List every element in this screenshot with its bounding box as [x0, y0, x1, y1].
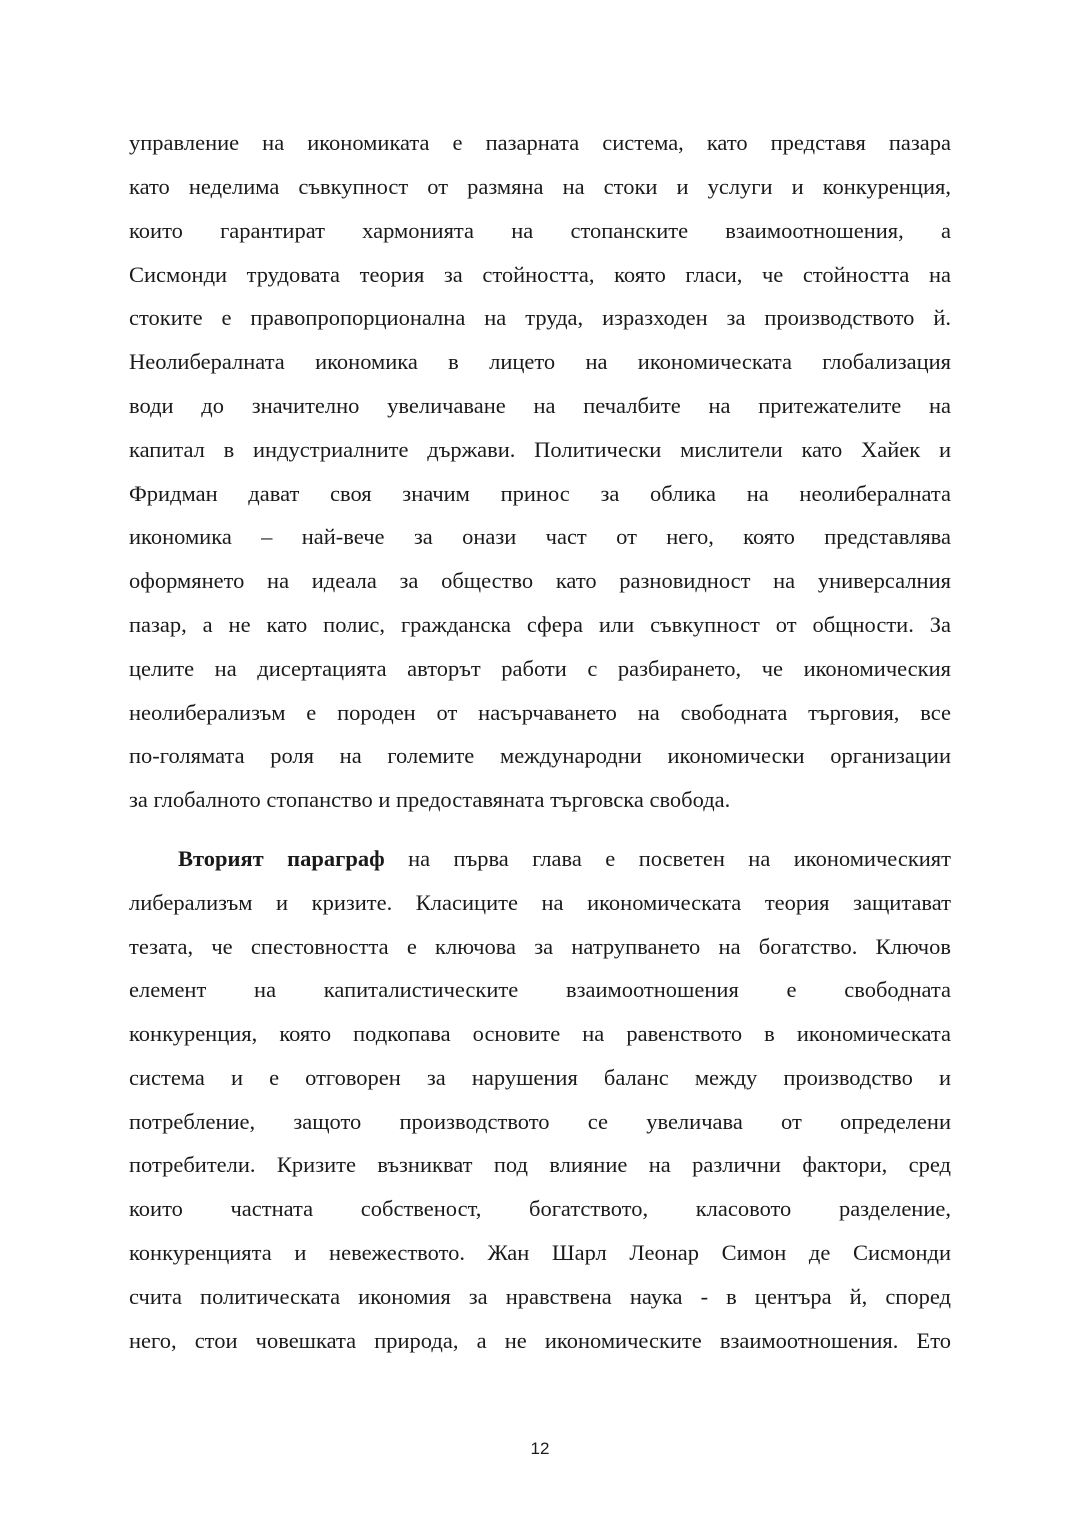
- page-number: 12: [530, 1439, 550, 1458]
- text-line: за глобалното стопанство и предоставяната търговска свобода.: [129, 787, 731, 812]
- text-line: либерализъм и кризите. Класиците на икономическата теория защитават: [129, 890, 951, 915]
- text-line: които частната собственост, богатството, класовото разделение,: [129, 1196, 951, 1221]
- text-line: неолиберализъм е породен от насърчаването на свободната търговия, все: [129, 700, 951, 725]
- text-line: конкуренцията и невежеството. Жан Шарл Леонар Симон де Сисмонди: [129, 1240, 951, 1265]
- section-lead-bold: Вторият параграф: [178, 846, 385, 871]
- text-line: води до значително увеличаване на печалбите на притежателите на: [129, 393, 951, 418]
- text-line: пазар, а не като полис, гражданска сфера или съвкупност от общности. За: [129, 612, 951, 637]
- text-line: тезата, че спестовността е ключова за натрупването на богатство. Ключов: [129, 934, 951, 959]
- text-line: счита политическата икономия за нравствена наука - в центъра й, според: [129, 1284, 951, 1309]
- text-line: икономика – най-вече за онази част от него, която представлява: [129, 524, 951, 549]
- text-line-rest: на първа глава е посветен на икономическият: [384, 846, 951, 871]
- text-line: конкуренция, която подкопава основите на равенството в икономическата: [129, 1021, 951, 1046]
- text-line: потребители. Кризите възникват под влияние на различни фактори, сред: [129, 1152, 951, 1177]
- text-line: оформянето на идеала за общество като разновидност на универсалния: [129, 568, 951, 593]
- text-line: управление на икономиката е пазарната система, като представя пазара: [129, 130, 951, 155]
- text-line: капитал в индустриалните държави. Политически мислители като Хайек и: [129, 437, 951, 462]
- text-line: Фридман дават своя значим принос за облика на неолибералната: [129, 481, 951, 506]
- text-line: стоките е правопропорционална на труда, изразходен за производството й.: [129, 305, 951, 330]
- text-line: елемент на капиталистическите взаимоотношения е свободната: [129, 977, 951, 1002]
- text-line: по-голямата роля на големите международни икономически организации: [129, 743, 951, 768]
- text-line: като неделима съвкупност от размяна на стоки и услуги и конкуренция,: [129, 174, 951, 199]
- text-line: целите на дисертацията авторът работи с разбирането, че икономическия: [129, 656, 951, 681]
- text-line: него, стои човешката природа, а не икономическите взаимоотношения. Ето: [129, 1328, 951, 1353]
- text-line: система и е отговорен за нарушения баланс между производство и: [129, 1065, 951, 1090]
- text-line: потребление, защото производството се увеличава от определени: [129, 1109, 951, 1134]
- text-line-first: [178, 844, 951, 874]
- text-line: Сисмонди трудовата теория за стойността, която гласи, че стойността на: [129, 262, 951, 287]
- text-line: Неолибералната икономика в лицето на икономическата глобализация: [129, 349, 951, 374]
- text-line: които гарантират хармонията на стопанските взаимоотношения, а: [129, 218, 951, 243]
